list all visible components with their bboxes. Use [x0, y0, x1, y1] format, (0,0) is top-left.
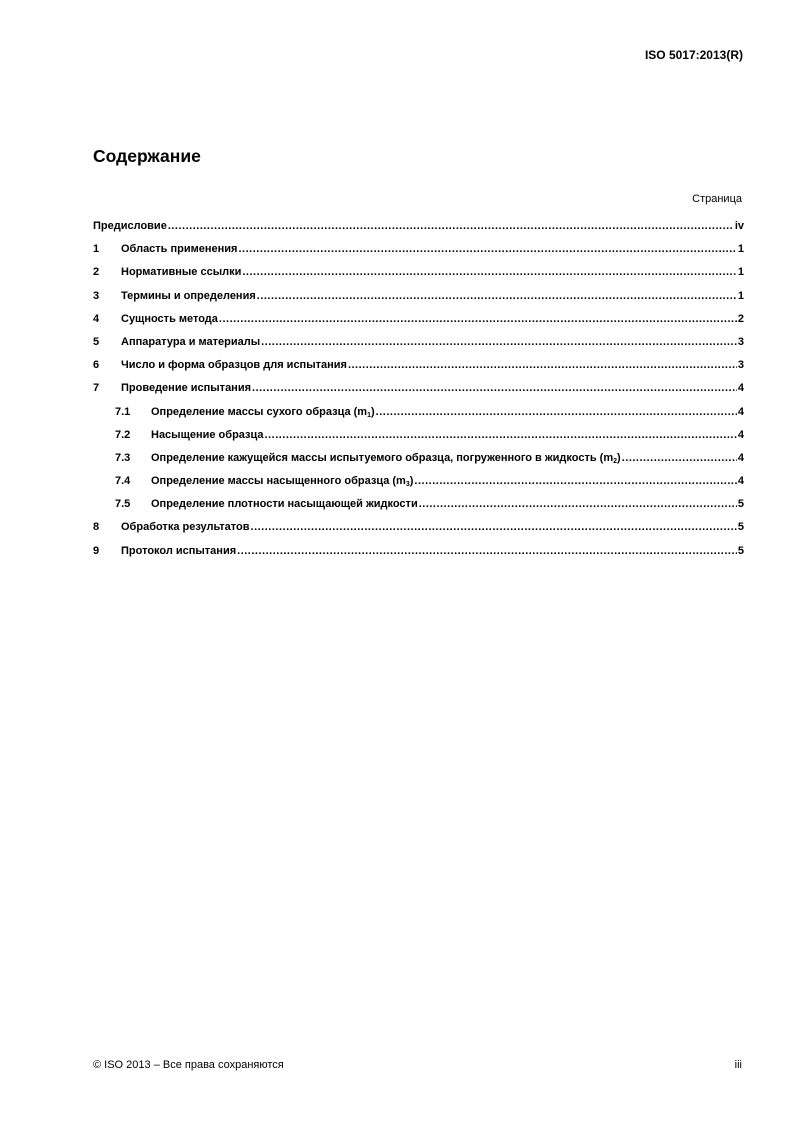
toc-entry-page: 4	[737, 451, 744, 464]
dot-leader	[348, 359, 737, 371]
toc-entry-page: 4	[737, 405, 744, 418]
toc-entry-3[interactable]	[93, 290, 744, 313]
toc-entry-5[interactable]	[93, 336, 744, 359]
toc-entry-7-3[interactable]	[93, 452, 744, 475]
toc-entry-7-5[interactable]	[93, 498, 744, 521]
toc-entry-number: 6	[93, 359, 100, 372]
toc-entry-page: 4	[737, 382, 744, 395]
toc-entry-8[interactable]	[93, 521, 744, 544]
toc-entry-6[interactable]	[93, 359, 744, 382]
toc-heading: Содержание	[93, 146, 201, 166]
toc-entry-number: 7.2	[115, 428, 131, 441]
toc-entry-1[interactable]	[93, 243, 744, 266]
toc-entry-page: iv	[734, 220, 744, 232]
toc-entry-title: Обработка результатов	[121, 521, 250, 534]
toc-entry-7-2[interactable]	[93, 429, 744, 452]
toc-entry-page: 1	[737, 243, 744, 256]
toc-entry-page: 1	[737, 266, 744, 279]
toc-entry-title: Насыщение образца	[151, 428, 264, 441]
dot-leader	[257, 290, 737, 302]
dot-leader	[261, 336, 737, 348]
toc-entry-page: 5	[737, 544, 744, 557]
toc-entry-page: 3	[737, 359, 744, 372]
toc-entry-2[interactable]	[93, 266, 744, 289]
toc-entry-title: Определение массы насыщенного образца $(m_3)$	[151, 475, 414, 489]
toc-entry-page: 1	[737, 289, 744, 302]
toc-entry-page: 4	[737, 428, 744, 441]
toc-entry-title: Сущность метода	[121, 312, 218, 325]
toc-entry-number: 7.1	[115, 405, 131, 418]
toc-entry-9[interactable]	[93, 545, 744, 568]
dot-leader	[419, 498, 737, 510]
toc-entry-number: 3	[93, 289, 100, 302]
toc-entry-7-1[interactable]	[93, 406, 744, 429]
toc-entry-title: Определение кажущейся массы испытуемого образца, погруженного в жидкость $(m_2)$	[151, 451, 621, 465]
toc-entry-number: 5	[93, 335, 100, 348]
toc-entry-title: Определение массы сухого образца $(m_1)$	[151, 405, 375, 419]
toc-entry-title: Протокол испытания	[121, 544, 237, 557]
toc-entry-number: 4	[93, 312, 100, 325]
page-number: iii	[734, 1059, 742, 1071]
toc-entry-page: 2	[737, 312, 744, 325]
toc-entry-number: 1	[93, 243, 100, 256]
toc-entry-title: Аппаратура и материалы	[121, 335, 261, 348]
toc-entry-number: 2	[93, 266, 100, 279]
toc-entry-title: Предисловие	[93, 220, 167, 232]
toc-entry-number: 8	[93, 521, 100, 534]
toc-entry-number: 9	[93, 544, 100, 557]
dot-leader	[251, 521, 737, 533]
toc-entry-7[interactable]	[93, 382, 744, 405]
dot-leader	[252, 382, 737, 394]
toc-entry-title: Определение плотности насыщающей жидкости	[151, 498, 418, 511]
page-column-label: Страница	[692, 193, 742, 205]
toc-entry-page: 5	[737, 521, 744, 534]
table-of-contents	[93, 220, 744, 568]
toc-entry-number: 7	[93, 382, 100, 395]
dot-leader	[414, 475, 736, 487]
dot-leader	[622, 452, 737, 464]
toc-entry-page: 3	[737, 335, 744, 348]
dot-leader	[265, 429, 737, 441]
toc-entry-title: Проведение испытания	[121, 382, 252, 395]
toc-entry-foreword[interactable]	[93, 220, 744, 243]
toc-entry-7-4[interactable]	[93, 475, 744, 498]
toc-entry-number: 7.5	[115, 498, 131, 511]
dot-leader	[168, 220, 734, 232]
toc-entry-page: 5	[737, 498, 744, 511]
toc-entry-title: Число и форма образцов для испытания	[121, 359, 347, 372]
toc-entry-number: 7.3	[115, 451, 131, 464]
copyright-notice: © ISO 2013 – Все права сохраняются	[93, 1059, 284, 1071]
toc-entry-4[interactable]	[93, 313, 744, 336]
dot-leader	[376, 406, 737, 418]
toc-entry-title: Термины и определения	[121, 289, 256, 302]
toc-entry-title: Нормативные ссылки	[121, 266, 242, 279]
toc-entry-number: 7.4	[115, 475, 131, 488]
toc-entry-page: 4	[737, 475, 744, 488]
document-id: ISO 5017:2013(R)	[644, 48, 743, 62]
dot-leader	[242, 266, 737, 278]
toc-entry-title: Область применения	[121, 243, 238, 256]
dot-leader	[219, 313, 737, 325]
dot-leader	[238, 243, 736, 255]
dot-leader	[237, 545, 737, 557]
